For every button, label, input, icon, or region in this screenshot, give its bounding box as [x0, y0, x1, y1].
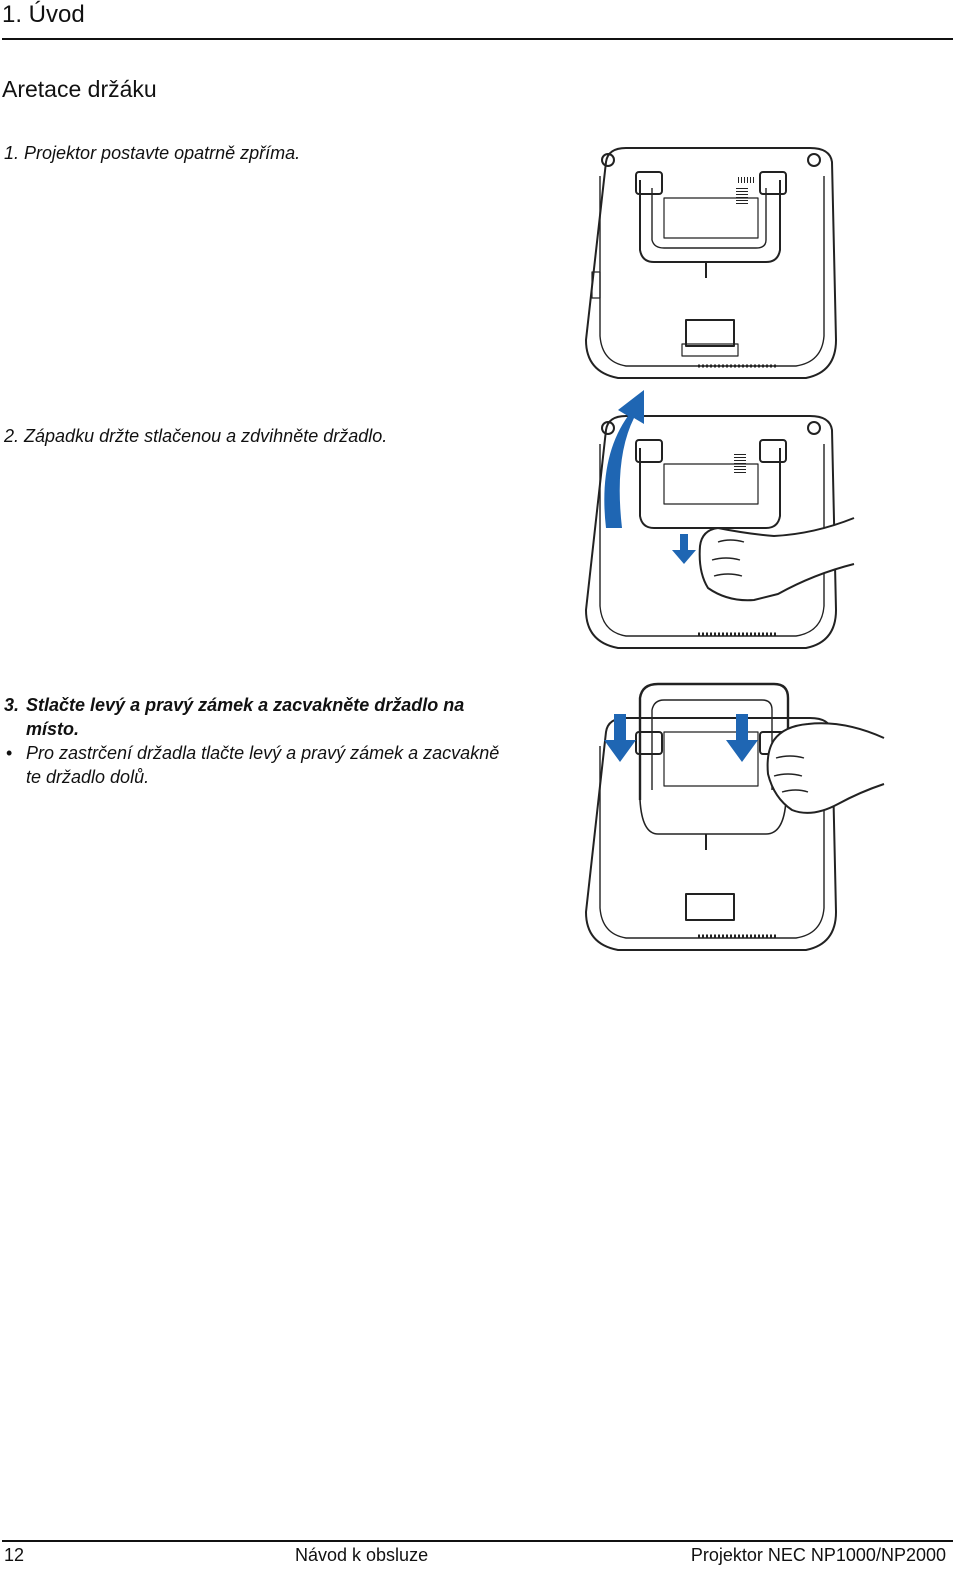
- step-2-text: Západku držte stlačenou a zdvihněte držadlo.: [24, 426, 388, 446]
- header-divider: [2, 38, 953, 40]
- bullet-marker: •: [6, 743, 13, 763]
- step-1-number: 1.: [4, 143, 20, 163]
- press-down-arrow-icon: [672, 534, 696, 564]
- figure-projector-upright: [578, 140, 843, 385]
- chapter-title: 1. Úvod: [2, 1, 85, 28]
- step-3-number: 3.: [4, 695, 20, 715]
- right-lock-arrow-icon: [726, 714, 758, 762]
- footer-manual-title: Návod k obsluze: [295, 1545, 429, 1565]
- note-line1: Pro zastrčení držadla tlačte levý a pravý zámek a zacvakně: [26, 743, 500, 763]
- projector-upright-illustration: [578, 140, 843, 385]
- snap-handle-illustration: [578, 680, 888, 955]
- step-2: [4, 424, 387, 448]
- figure-snap-handle: [578, 680, 888, 955]
- step-3-text-line2: místo.: [26, 719, 80, 739]
- figure-lift-handle: [578, 388, 858, 653]
- lift-arrow-icon: [604, 390, 644, 528]
- section-title: Aretace držáku: [2, 76, 157, 102]
- lift-handle-illustration: [578, 388, 858, 653]
- step-2-number: 2.: [4, 426, 20, 446]
- footer-divider: [2, 1540, 953, 1542]
- step-3: [4, 693, 564, 741]
- step-1: [4, 141, 300, 165]
- footer-product-name: Projektor NEC NP1000/NP2000: [690, 1545, 946, 1565]
- left-lock-arrow-icon: [604, 714, 636, 762]
- note-line2: te držadlo dolů.: [26, 767, 150, 787]
- page-number: 12: [4, 1545, 25, 1565]
- step-3-text-line1: Stlačte levý a pravý zámek a zacvakněte držadlo na: [26, 695, 465, 715]
- step-1-text: Projektor postavte opatrně zpříma.: [24, 143, 301, 163]
- note-bullet: [4, 741, 574, 789]
